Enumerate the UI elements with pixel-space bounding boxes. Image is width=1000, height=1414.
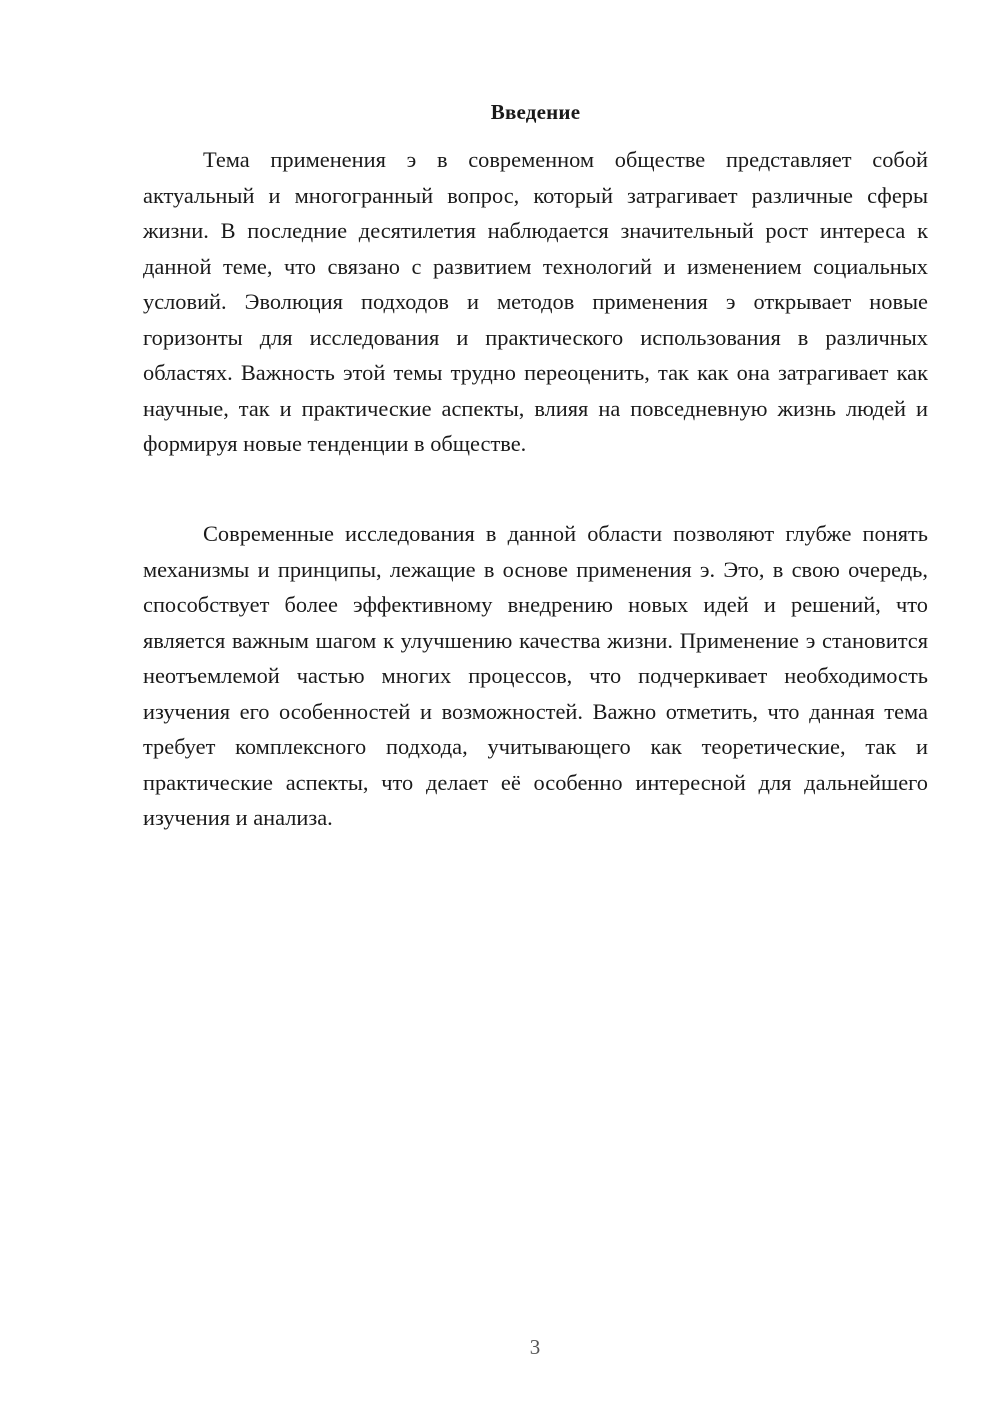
section-heading: Введение [490, 100, 581, 124]
page-number: 3 [529, 1335, 541, 1359]
paragraph-1: Тема применения э в современном обществе представляет собой актуальный и многогранный вопрос, который затрагивает различные сферы жизни. В последние десятилетия наблюдается значительный рост интереса к данной теме, что связано с развитием технологий и изменением социальных условий. Эволюция подходов и методов применения э открывает новые горизонты для исследования и практического использования в различных областях. Важность этой темы трудно переоценить, так как она затрагивает как научные, так и практические аспекты, влияя на повседневную жизнь людей и формируя новые тенденции в обществе. [143, 147, 928, 456]
paragraph-2: Современные исследования в данной области позволяют глубже понять механизмы и принципы, лежащие в основе применения э. Это, в свою очередь, способствует более эффективному внедрению новых идей и решений, что является важным шагом к улучшению качества жизни. Применение э становится неотъемлемой частью многих процессов, что подчеркивает необходимость изучения его особенностей и возможностей. Важно отметить, что данная тема требует комплексного подхода, учитывающего как теоретические, так и практические аспекты, что делает её особенно интересной для дальнейшего изучения и анализа. [143, 521, 928, 830]
